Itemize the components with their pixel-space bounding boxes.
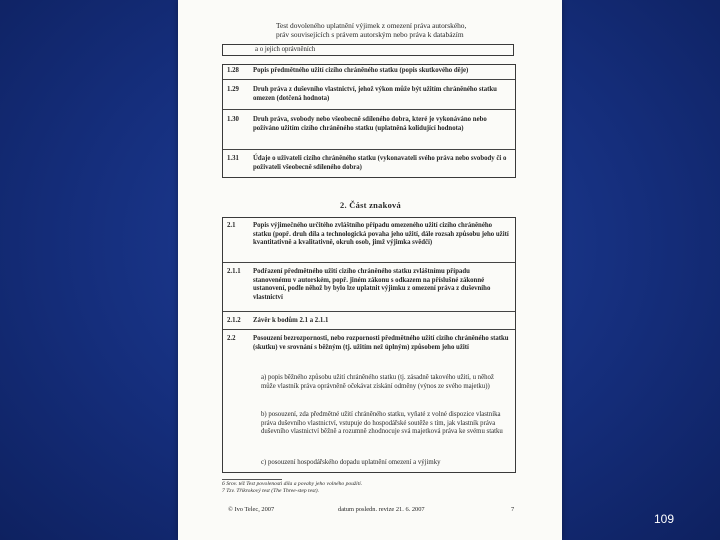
part2-title: 2. Část znaková — [340, 201, 402, 210]
row-number: 2.1 — [227, 222, 236, 229]
row-text: Závěr k bodům 2.1 a 2.1.1 — [253, 317, 329, 324]
footnote: 6 Srov. též Test povolenosti díla a povahy jeho volného použití. — [222, 481, 363, 487]
row-text: Druh práva, svobody nebo všeobecně sdíleného dobra, které je vykonáváno nebo požíváno užitím cizího chráněného statku (uplatněná kolidující hodnota) — [253, 116, 487, 132]
scanned-document-page — [178, 0, 562, 540]
sub-item-text: c) posouzení hospodářského dopadu uplatnění omezení a výjimky — [261, 459, 441, 466]
document-header — [276, 21, 506, 39]
sub-item-text: a) popis běžného způsobu užití chráněného statku (tj. zásadně takového užití, u něhož může vlastník práva oprávněně očekávat získání odměny (výnos ze svého majetku)) — [261, 374, 494, 390]
footer-page-number: 7 — [511, 506, 515, 513]
part2-table — [222, 217, 516, 473]
row-number: 1.28 — [227, 67, 239, 74]
row-text: Podřazení předmětného užití cizího chráněného statku zvláštnímu případu stanovenému v autorském, popř. jiném zákonu s odkazem na příslušné zákonné ustanovení, podle něhož by bylo lze uplatnit výjimku z omezení práva z duševního vlastnictví — [253, 268, 491, 301]
row-text: Popis výjimečného určitého zvláštního případu omezeného užití cizího chráněného statku (popř. druh díla a technologická povaha jeho užití, dále rozsah způsobu jeho užití kvantitativně a kvalitativně, okruh osob, jimž výjimka svědčí) — [253, 222, 509, 247]
row-number: 1.30 — [227, 116, 239, 123]
row-number: 1.29 — [227, 86, 239, 93]
row-text: Popis předmětného užití cizího chráněného statku (popis skutkového děje) — [253, 67, 469, 74]
footer-revision: datum posledn. revize 21. 6. 2007 — [338, 506, 425, 513]
row-text: Posouzení bezrozpornosti, nebo rozpornosti předmětného užití cizího chráněného statku (skutku) ve srovnání s běžným (tj. užitím než úplným) způsobem jeho užití — [253, 335, 509, 351]
row-text: Druh práva z duševního vlastnictví, jehož výkon může být užitím chráněného statku omezen (dotčená hodnota) — [253, 86, 497, 102]
row-number: 1.31 — [227, 155, 239, 162]
sub-item-text: b) posouzení, zda předmětné užití chráněného statku, vyňaté z volné dispozice vlastníka práva duševního vlastnictví, vstupuje do hospodářské soutěže s tím, jak vlastník práva duševního vlastnictví běžně a rozumně zhodnocuje svá majetková práva ke svému statku — [261, 411, 503, 436]
header-box — [222, 44, 514, 56]
part1-table — [222, 64, 516, 178]
row-number: 2.2 — [227, 335, 236, 342]
row-number: 2.1.2 — [227, 317, 241, 324]
row-number: 2.1.1 — [227, 268, 241, 275]
footer-author: © Ivo Telec, 2007 — [228, 506, 275, 513]
header-line-2: práv souvisejících s právem autorským nebo práva k databázím — [276, 30, 464, 39]
footnote: 7 Tzv. Tříkrokový test (The Three-step test). — [222, 488, 320, 494]
header-line-1: Test dovoleného uplatnění výjimek z omezení práva autorského, — [276, 21, 467, 30]
slide-number: 109 — [654, 512, 675, 526]
header-line-3: a o jejich oprávněních — [255, 46, 316, 53]
row-text: Údaje o uživateli cizího chráněného statku (vykonavateli svého práva nebo svobody či o poživateli všeobecně sdíleného dobra) — [253, 155, 507, 171]
